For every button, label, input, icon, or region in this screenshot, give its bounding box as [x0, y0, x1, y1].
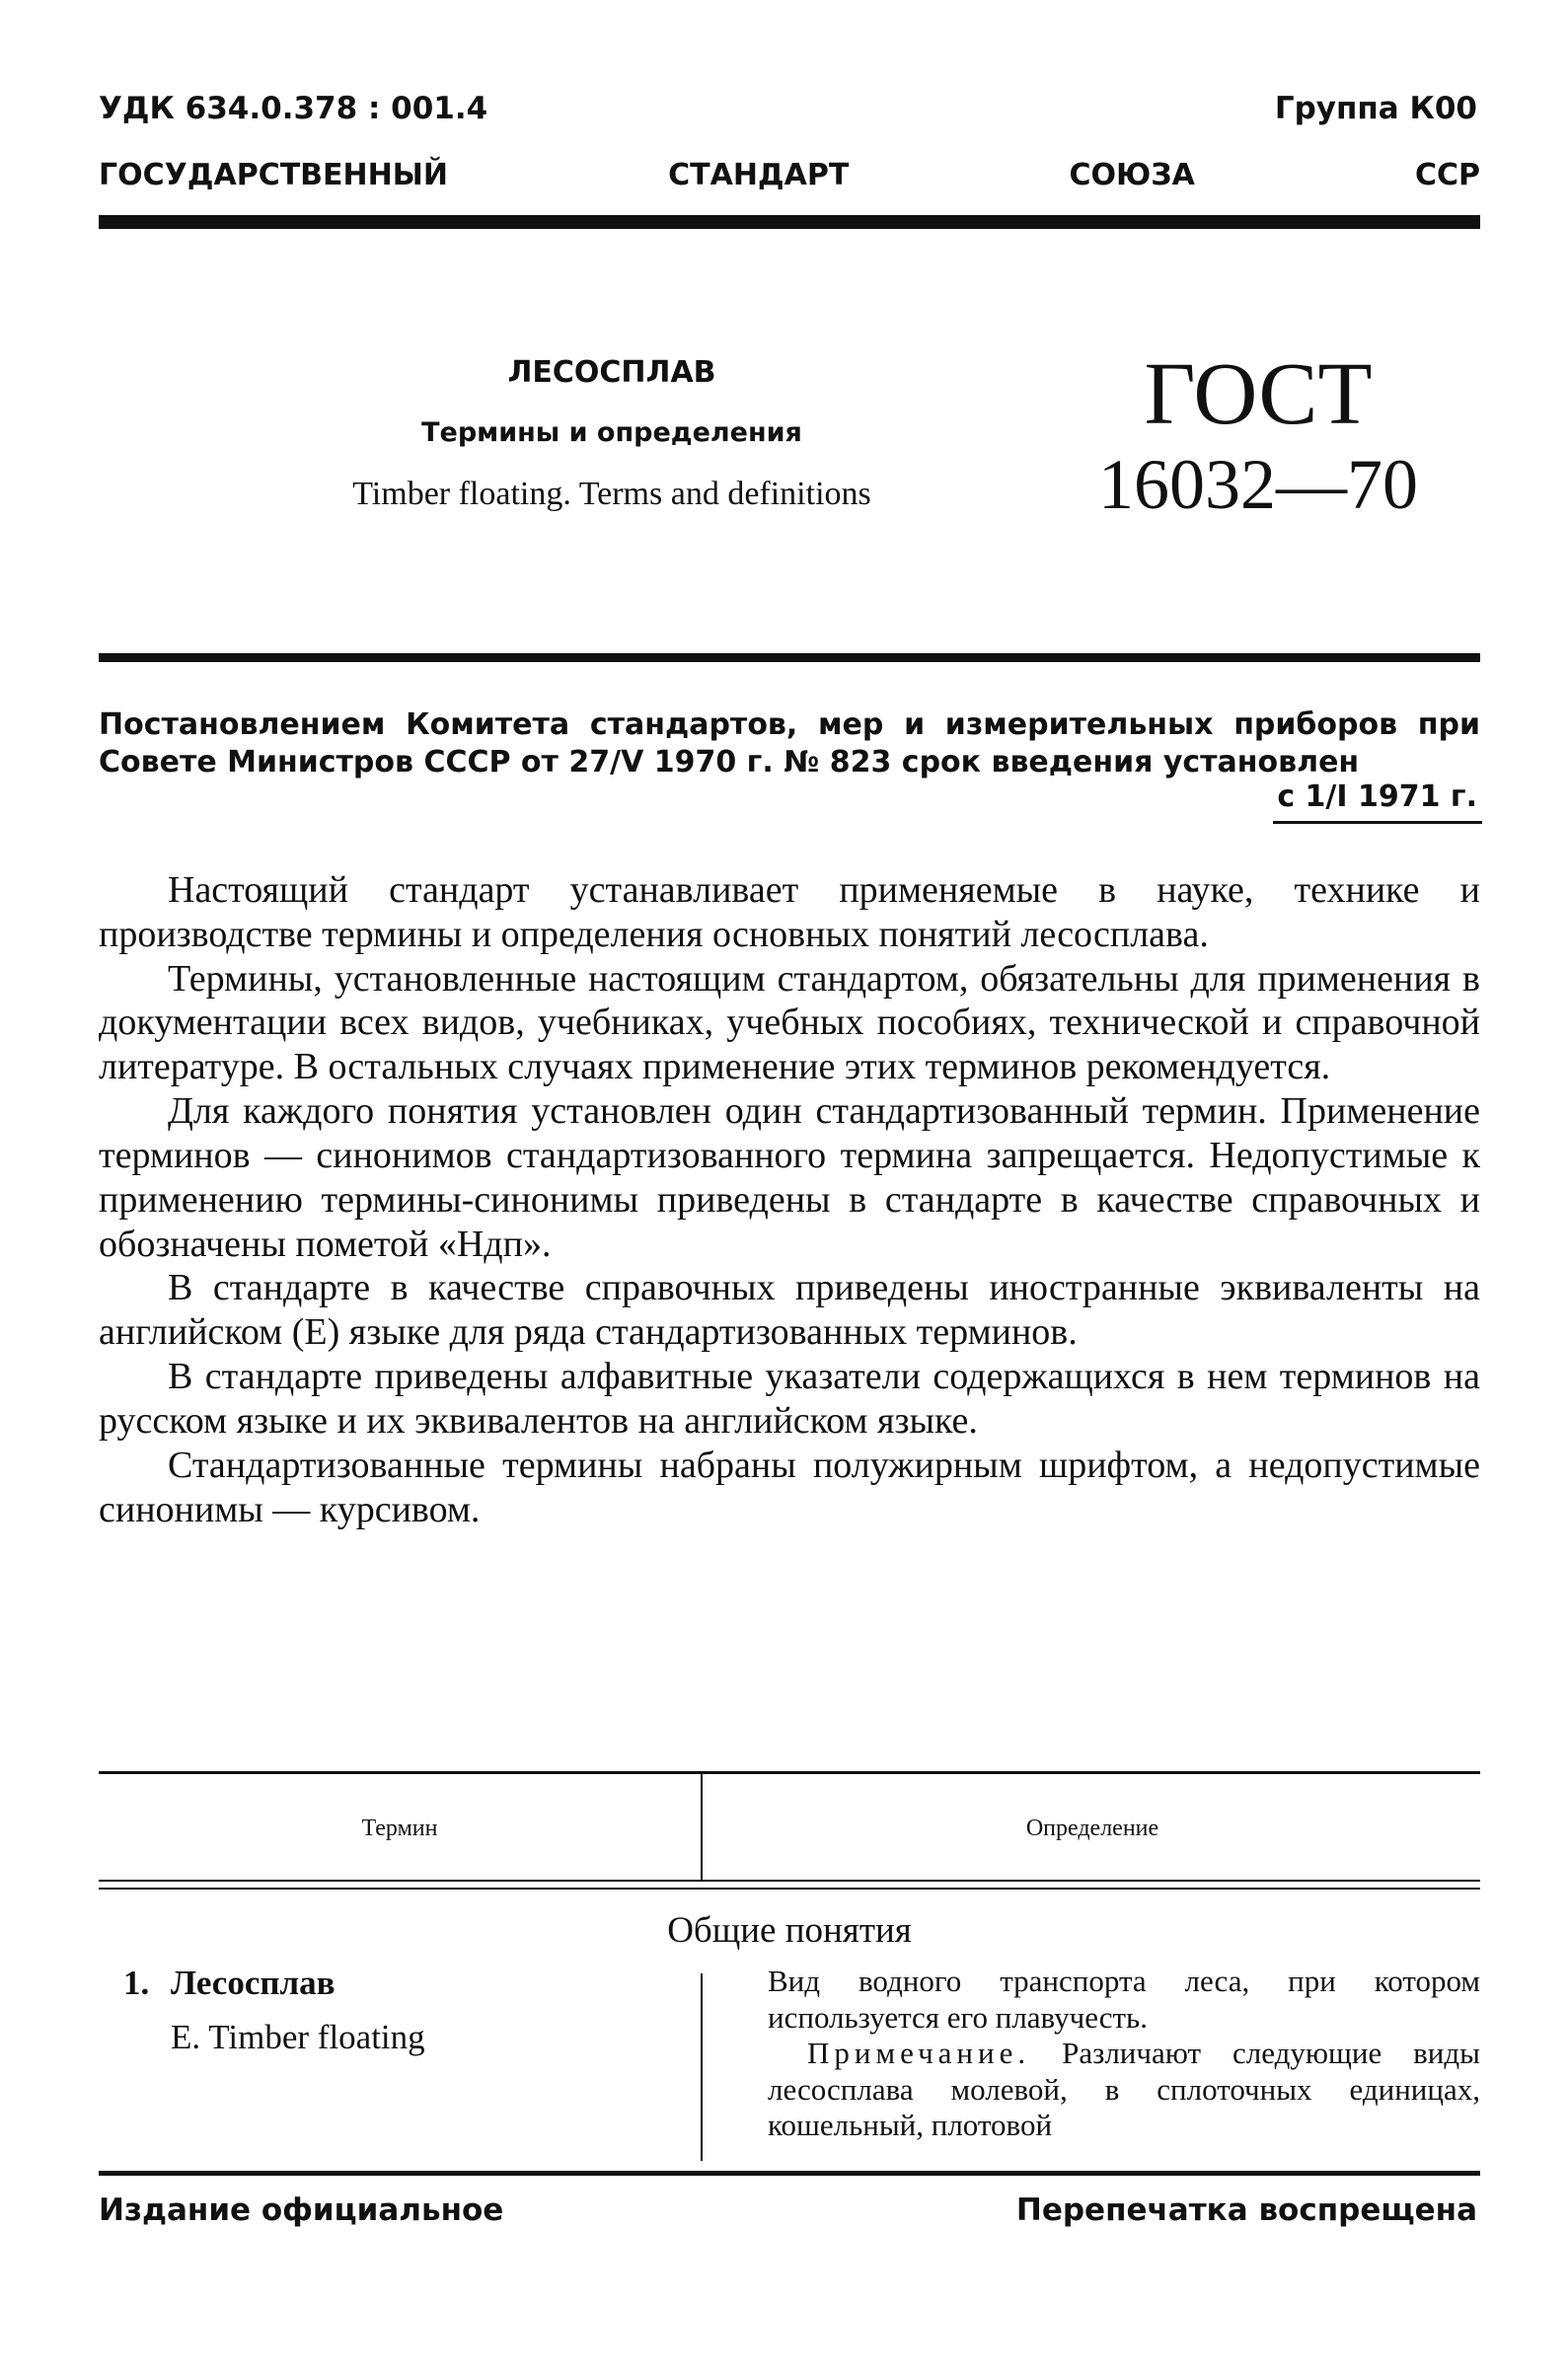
definition-text: Вид водного транспорта леса, при котором используется его плавучесть. [768, 1964, 1480, 2035]
table-row-separator [701, 1973, 703, 2161]
gost-label: ГОСТ [1144, 345, 1373, 443]
term-definition [768, 1964, 1480, 2144]
intro-paragraph: В стандарте приведены алфавитные указатели содержащихся в нем терминов на русском языке и их эквивалентов на английском языке. [99, 1356, 1480, 1442]
gost-designation [1095, 345, 1421, 524]
intro-paragraph: В стандарте в качестве справочных приведены иностранные эквиваленты на английском (Е) языке для ряда стандартизованных терминов. [99, 1267, 1480, 1354]
definition-note [768, 2036, 1480, 2144]
intro-paragraph: Термины, установленные настоящим стандартом, обязательны для применения в документации всех видов, учебниках, учебных пособиях, технической и справочной литературе. В остальных случаях применение этих терминов рекомендуется. [99, 957, 1480, 1088]
footer-rule [99, 2171, 1480, 2176]
document-english-title: Timber floating. Terms and definitions [352, 476, 871, 512]
intro-paragraph: Настоящий стандарт устанавливает применяемые в науке, технике и производстве термины и определения основных понятий лесосплава. [99, 869, 1480, 955]
section-title: Общие понятия [667, 1910, 912, 1951]
term-name: Лесосплав [171, 1964, 336, 2002]
decree-underline [1273, 821, 1482, 824]
group-code: Группа К00 [1274, 91, 1477, 126]
udk-code: УДК 634.0.378 : 001.4 [99, 91, 488, 126]
decree-text: Постановлением Комитета стандартов, мер и измерительных приборов при Совете Министров СССР от 27/V 1970 г. № 823 срок введения установлен [99, 707, 1480, 779]
state-standard-heading [99, 158, 1480, 192]
document-subtitle: Термины и определения [421, 417, 802, 448]
table-header-rule [99, 1880, 1480, 1882]
intro-text [99, 868, 1480, 1531]
document-title: ЛЕСОСПЛАВ [507, 355, 716, 390]
note-text: Различают следующие виды лесосплава молевой, в сплоточных единицах, кошельный, плотовой [768, 2036, 1480, 2143]
state-standard-word: ГОСУДАРСТВЕННЫЙ [99, 158, 448, 192]
footer-reprint-prohibited: Перепечатка воспрещена [1015, 2192, 1477, 2228]
state-standard-word: ССР [1414, 158, 1480, 192]
state-standard-word: СОЮЗА [1069, 158, 1195, 192]
term-number: 1. [123, 1964, 150, 2002]
gost-number: 16032—70 [1098, 445, 1418, 524]
footer-official-edition: Издание официальное [99, 2192, 504, 2228]
title-block [296, 355, 928, 513]
table-header-rule [99, 1888, 1480, 1890]
note-lead: Примечание. [807, 2036, 1031, 2071]
table-header-term: Термин [361, 1816, 438, 1841]
state-standard-word: СТАНДАРТ [668, 158, 850, 192]
header-rule [99, 215, 1480, 229]
term-english: E. Timber floating [171, 2018, 425, 2056]
table-top-rule [99, 1771, 1480, 1774]
intro-paragraph: Стандартизованные термины набраны полужирным шрифтом, а недопустимые синонимы — курсивом. [99, 1444, 1480, 1530]
intro-paragraph: Для каждого понятия установлен один стандартизованный термин. Применение терминов — синонимов стандартизованного термина запрещается. Недопустимые к применению термины-синонимы приведены в стандарте в качестве справочных и обозначены пометой «Ндп». [99, 1090, 1480, 1265]
decree-effective-date: с 1/I 1971 г. [1277, 779, 1477, 814]
table-header-definition: Определение [1025, 1816, 1159, 1841]
title-rule [99, 653, 1480, 662]
